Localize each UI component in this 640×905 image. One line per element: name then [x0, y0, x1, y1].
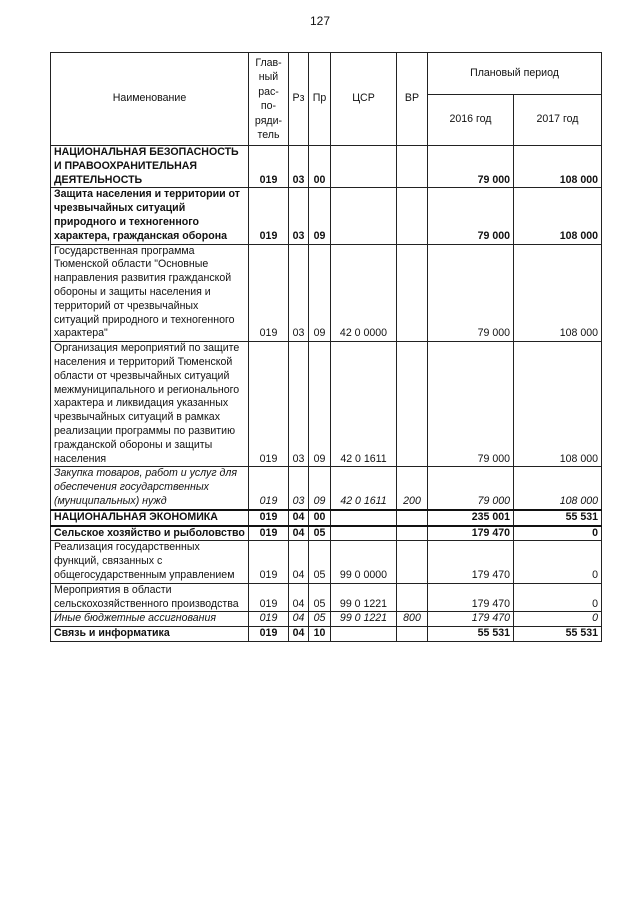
- row-pr: 09: [309, 342, 331, 467]
- row-glav-code: 019: [249, 627, 289, 642]
- row-csr: 99 0 1221: [331, 583, 397, 612]
- row-glav-code: 019: [249, 244, 289, 342]
- table-row: [51, 627, 602, 642]
- row-vr: [397, 510, 428, 526]
- row-name: Мероприятия в области сельскохозяйственного производства: [51, 583, 249, 612]
- row-sum-2017: 0: [514, 612, 602, 627]
- row-name: Закупка товаров, работ и услуг для обеспечения государственных (муниципальных) нужд: [51, 467, 249, 510]
- row-sum-2017: 0: [514, 583, 602, 612]
- row-vr: [397, 244, 428, 342]
- table-row: [51, 467, 602, 510]
- table-row: [51, 146, 602, 188]
- table-row: [51, 526, 602, 541]
- header-pr: Пр: [309, 53, 331, 146]
- table-body: [51, 146, 602, 642]
- header-year-2017: 2017 год: [514, 95, 602, 146]
- row-csr: 42 0 1611: [331, 467, 397, 510]
- row-glav-code: 019: [249, 526, 289, 541]
- table-row: [51, 583, 602, 612]
- row-rz: 03: [289, 188, 309, 244]
- row-vr: 800: [397, 612, 428, 627]
- row-vr: [397, 342, 428, 467]
- header-year-2016: 2016 год: [428, 95, 514, 146]
- row-sum-2017: 108 000: [514, 467, 602, 510]
- row-name: Защита населения и территории от чрезвычайных ситуаций природного и техногенного характера, гражданская оборона: [51, 188, 249, 244]
- row-glav-code: 019: [249, 467, 289, 510]
- row-pr: 09: [309, 188, 331, 244]
- row-sum-2016: 235 001: [428, 510, 514, 526]
- header-name: Наименование: [51, 53, 249, 146]
- row-csr: 42 0 0000: [331, 244, 397, 342]
- row-glav-code: 019: [249, 612, 289, 627]
- row-pr: 10: [309, 627, 331, 642]
- row-csr: [331, 510, 397, 526]
- row-csr: 42 0 1611: [331, 342, 397, 467]
- row-vr: [397, 627, 428, 642]
- table-row: [51, 188, 602, 244]
- row-glav-code: 019: [249, 146, 289, 188]
- row-rz: 03: [289, 342, 309, 467]
- row-glav-code: 019: [249, 541, 289, 583]
- table-row: [51, 342, 602, 467]
- row-sum-2016: 179 470: [428, 583, 514, 612]
- header-row: [51, 53, 602, 95]
- row-rz: 04: [289, 541, 309, 583]
- table-row: [51, 510, 602, 526]
- row-pr: 05: [309, 541, 331, 583]
- header-csr: ЦСР: [331, 53, 397, 146]
- header-glav: Глав-ный рас-по-ряди-тель: [249, 53, 289, 146]
- row-glav-code: 019: [249, 583, 289, 612]
- row-sum-2016: 179 470: [428, 526, 514, 541]
- row-pr: 09: [309, 244, 331, 342]
- row-rz: 04: [289, 583, 309, 612]
- row-csr: [331, 627, 397, 642]
- row-name: Государственная программа Тюменской области "Основные направления развития гражданской обороны и защиты населения и территорий от чрезвычайных ситуаций природного и техногенного характера": [51, 244, 249, 342]
- row-name: НАЦИОНАЛЬНАЯ БЕЗОПАСНОСТЬ И ПРАВООХРАНИТЕЛЬНАЯ ДЕЯТЕЛЬНОСТЬ: [51, 146, 249, 188]
- row-name: Связь и информатика: [51, 627, 249, 642]
- row-pr: 00: [309, 510, 331, 526]
- row-name: Организация мероприятий по защите населения и территорий Тюменской области от чрезвычайных ситуаций межмуниципального и регионального характера и ликвидация указанных чрезвычайных ситуаций в рамках реализации программы по развитию гражданской обороны и защиты населения: [51, 342, 249, 467]
- row-glav-code: 019: [249, 510, 289, 526]
- row-vr: [397, 541, 428, 583]
- table-row: [51, 541, 602, 583]
- row-sum-2017: 0: [514, 526, 602, 541]
- page-number: 127: [309, 14, 331, 28]
- header-vr: ВР: [397, 53, 428, 146]
- row-sum-2016: 79 000: [428, 342, 514, 467]
- row-name: Иные бюджетные ассигнования: [51, 612, 249, 627]
- row-pr: 05: [309, 583, 331, 612]
- row-sum-2016: 179 470: [428, 612, 514, 627]
- row-name: НАЦИОНАЛЬНАЯ ЭКОНОМИКА: [51, 510, 249, 526]
- row-name: Сельское хозяйство и рыболовство: [51, 526, 249, 541]
- row-rz: 04: [289, 510, 309, 526]
- row-sum-2017: 108 000: [514, 342, 602, 467]
- row-sum-2016: 179 470: [428, 541, 514, 583]
- row-rz: 03: [289, 244, 309, 342]
- row-sum-2016: 55 531: [428, 627, 514, 642]
- table-row: [51, 244, 602, 342]
- row-sum-2017: 108 000: [514, 244, 602, 342]
- row-rz: 04: [289, 627, 309, 642]
- row-csr: [331, 526, 397, 541]
- header-planned-period: Плановый период: [428, 53, 602, 95]
- row-glav-code: 019: [249, 342, 289, 467]
- row-sum-2016: 79 000: [428, 244, 514, 342]
- row-vr: [397, 583, 428, 612]
- row-sum-2016: 79 000: [428, 467, 514, 510]
- row-sum-2016: 79 000: [428, 188, 514, 244]
- row-sum-2017: 55 531: [514, 627, 602, 642]
- row-vr: 200: [397, 467, 428, 510]
- row-name: Реализация государственных функций, связанных с общегосударственным управлением: [51, 541, 249, 583]
- row-vr: [397, 146, 428, 188]
- header-rz: Рз: [289, 53, 309, 146]
- row-pr: 09: [309, 467, 331, 510]
- budget-table: [50, 52, 602, 642]
- row-sum-2017: 0: [514, 541, 602, 583]
- row-sum-2017: 108 000: [514, 146, 602, 188]
- row-csr: [331, 188, 397, 244]
- row-pr: 00: [309, 146, 331, 188]
- row-vr: [397, 188, 428, 244]
- row-csr: [331, 146, 397, 188]
- row-rz: 03: [289, 146, 309, 188]
- row-pr: 05: [309, 612, 331, 627]
- row-rz: 04: [289, 612, 309, 627]
- row-glav-code: 019: [249, 188, 289, 244]
- row-sum-2017: 55 531: [514, 510, 602, 526]
- row-rz: 04: [289, 526, 309, 541]
- row-vr: [397, 526, 428, 541]
- row-sum-2016: 79 000: [428, 146, 514, 188]
- row-csr: 99 0 1221: [331, 612, 397, 627]
- row-sum-2017: 108 000: [514, 188, 602, 244]
- row-csr: 99 0 0000: [331, 541, 397, 583]
- row-pr: 05: [309, 526, 331, 541]
- row-rz: 03: [289, 467, 309, 510]
- table-row: [51, 612, 602, 627]
